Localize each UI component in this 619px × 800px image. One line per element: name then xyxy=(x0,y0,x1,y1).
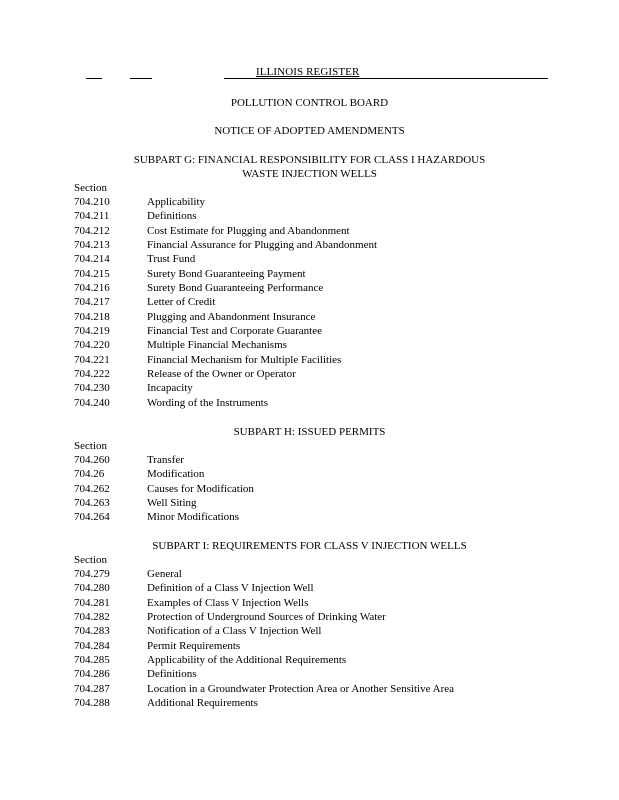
toc-row xyxy=(74,367,544,381)
toc-row xyxy=(74,667,544,681)
section-title: Letter of Credit xyxy=(147,296,216,309)
toc-row xyxy=(74,610,544,624)
section-title: Trust Fund xyxy=(147,253,196,266)
toc-row xyxy=(74,209,544,223)
section-title: Definition of a Class V Injection Well xyxy=(147,582,314,595)
subpart-i-section-list xyxy=(74,567,544,710)
subpart-g-section-list xyxy=(74,195,544,410)
toc-row xyxy=(74,381,544,395)
section-number: 704.262 xyxy=(74,482,110,495)
subpart-g-heading-line1: SUBPART G: FINANCIAL RESPONSIBILITY FOR CLASS I HAZARDOUS xyxy=(133,154,486,166)
section-number: 704.283 xyxy=(74,625,110,638)
section-number: 704.220 xyxy=(74,339,110,352)
section-title: Well Siting xyxy=(147,497,197,510)
section-number: 704.287 xyxy=(74,682,110,695)
section-title: General xyxy=(147,568,182,580)
toc-row xyxy=(74,252,544,266)
section-number: 704.279 xyxy=(74,568,110,580)
section-number: 704.286 xyxy=(74,668,110,681)
section-title: Incapacity xyxy=(147,382,193,395)
agency-name: POLLUTION CONTROL BOARD xyxy=(230,97,389,109)
section-title: Definitions xyxy=(147,668,197,681)
section-number: 704.213 xyxy=(74,239,110,252)
section-title: Notification of a Class V Injection Well xyxy=(147,625,322,638)
header-blank-line xyxy=(130,78,152,79)
section-title: Surety Bond Guaranteeing Payment xyxy=(147,267,306,280)
section-number: 704.240 xyxy=(74,396,110,409)
section-title: Additional Requirements xyxy=(147,697,258,710)
section-number: 704.218 xyxy=(74,310,110,323)
subpart-h-heading: SUBPART H: ISSUED PERMITS xyxy=(233,426,386,438)
toc-row xyxy=(74,696,544,710)
toc-row xyxy=(74,482,544,496)
section-title: Financial Mechanism for Multiple Facilities xyxy=(147,353,342,366)
section-number: 704.215 xyxy=(74,267,110,280)
toc-row xyxy=(74,639,544,653)
toc-row xyxy=(74,581,544,595)
section-number: 704.280 xyxy=(74,582,110,595)
toc-row xyxy=(74,510,544,524)
toc-row xyxy=(74,338,544,352)
toc-row xyxy=(74,281,544,295)
subpart-g-heading-line2: WASTE INJECTION WELLS xyxy=(242,168,377,180)
section-title: Cost Estimate for Plugging and Abandonment xyxy=(147,224,350,237)
toc-row xyxy=(74,353,544,367)
section-title: Examples of Class V Injection Wells xyxy=(147,596,309,609)
section-title: Plugging and Abandonment Insurance xyxy=(147,310,316,323)
section-title: Applicability of the Additional Requirements xyxy=(147,654,347,667)
toc-row xyxy=(74,295,544,309)
section-number: 704.26 xyxy=(74,468,105,481)
register-title: ILLINOIS REGISTER xyxy=(256,66,360,78)
section-number: 704.216 xyxy=(74,282,110,295)
section-title: Financial Test and Corporate Guarantee xyxy=(147,325,322,338)
section-number: 704.263 xyxy=(74,497,110,510)
toc-row xyxy=(74,453,544,467)
toc-row xyxy=(74,396,544,410)
section-label: Section xyxy=(74,182,107,194)
section-number: 704.264 xyxy=(74,511,110,524)
section-title: Protection of Underground Sources of Drinking Water xyxy=(147,611,386,624)
section-number: 704.284 xyxy=(74,639,110,652)
section-number: 704.288 xyxy=(74,697,110,710)
section-title: Multiple Financial Mechanisms xyxy=(147,339,287,352)
toc-row xyxy=(74,624,544,638)
section-number: 704.211 xyxy=(74,210,110,223)
toc-row xyxy=(74,267,544,281)
section-number: 704.260 xyxy=(74,454,110,466)
section-title: Surety Bond Guaranteeing Performance xyxy=(147,282,324,295)
section-label: Section xyxy=(74,554,107,566)
section-title: Definitions xyxy=(147,210,197,223)
subpart-i-heading: SUBPART I: REQUIREMENTS FOR CLASS V INJECTION WELLS xyxy=(152,540,467,552)
toc-row xyxy=(74,496,544,510)
toc-row xyxy=(74,224,544,238)
header-blank-line xyxy=(86,78,102,79)
section-number: 704.282 xyxy=(74,611,110,624)
toc-row xyxy=(74,324,544,338)
section-number: 704.285 xyxy=(74,654,110,667)
section-number: 704.217 xyxy=(74,296,110,309)
section-number: 704.214 xyxy=(74,253,110,266)
toc-row xyxy=(74,467,544,481)
notice-title: NOTICE OF ADOPTED AMENDMENTS xyxy=(214,125,405,137)
section-title: Modification xyxy=(147,468,205,481)
toc-row xyxy=(74,596,544,610)
section-title: Financial Assurance for Plugging and Abandonment xyxy=(147,239,378,252)
toc-row xyxy=(74,195,544,209)
section-title: Applicability xyxy=(147,196,206,208)
toc-row xyxy=(74,310,544,324)
header-rule xyxy=(224,78,548,79)
section-title: Release of the Owner or Operator xyxy=(147,368,296,381)
section-title: Minor Modifications xyxy=(147,511,239,524)
section-number: 704.230 xyxy=(74,382,110,395)
section-number: 704.210 xyxy=(74,196,110,208)
section-title: Wording of the Instruments xyxy=(147,396,269,409)
section-title: Permit Requirements xyxy=(147,639,241,652)
section-title: Location in a Groundwater Protection Area or Another Sensitive Area xyxy=(147,682,454,695)
subpart-h-section-list xyxy=(74,453,544,525)
toc-row xyxy=(74,682,544,696)
section-number: 704.222 xyxy=(74,368,110,381)
toc-row xyxy=(74,567,544,581)
section-title: Causes for Modification xyxy=(147,482,254,495)
section-number: 704.219 xyxy=(74,325,110,338)
register-header xyxy=(86,66,548,80)
section-title: Transfer xyxy=(147,454,184,466)
section-number: 704.212 xyxy=(74,224,110,237)
section-number: 704.221 xyxy=(74,353,110,366)
toc-row xyxy=(74,653,544,667)
section-number: 704.281 xyxy=(74,596,110,609)
toc-row xyxy=(74,238,544,252)
section-label: Section xyxy=(74,440,107,452)
